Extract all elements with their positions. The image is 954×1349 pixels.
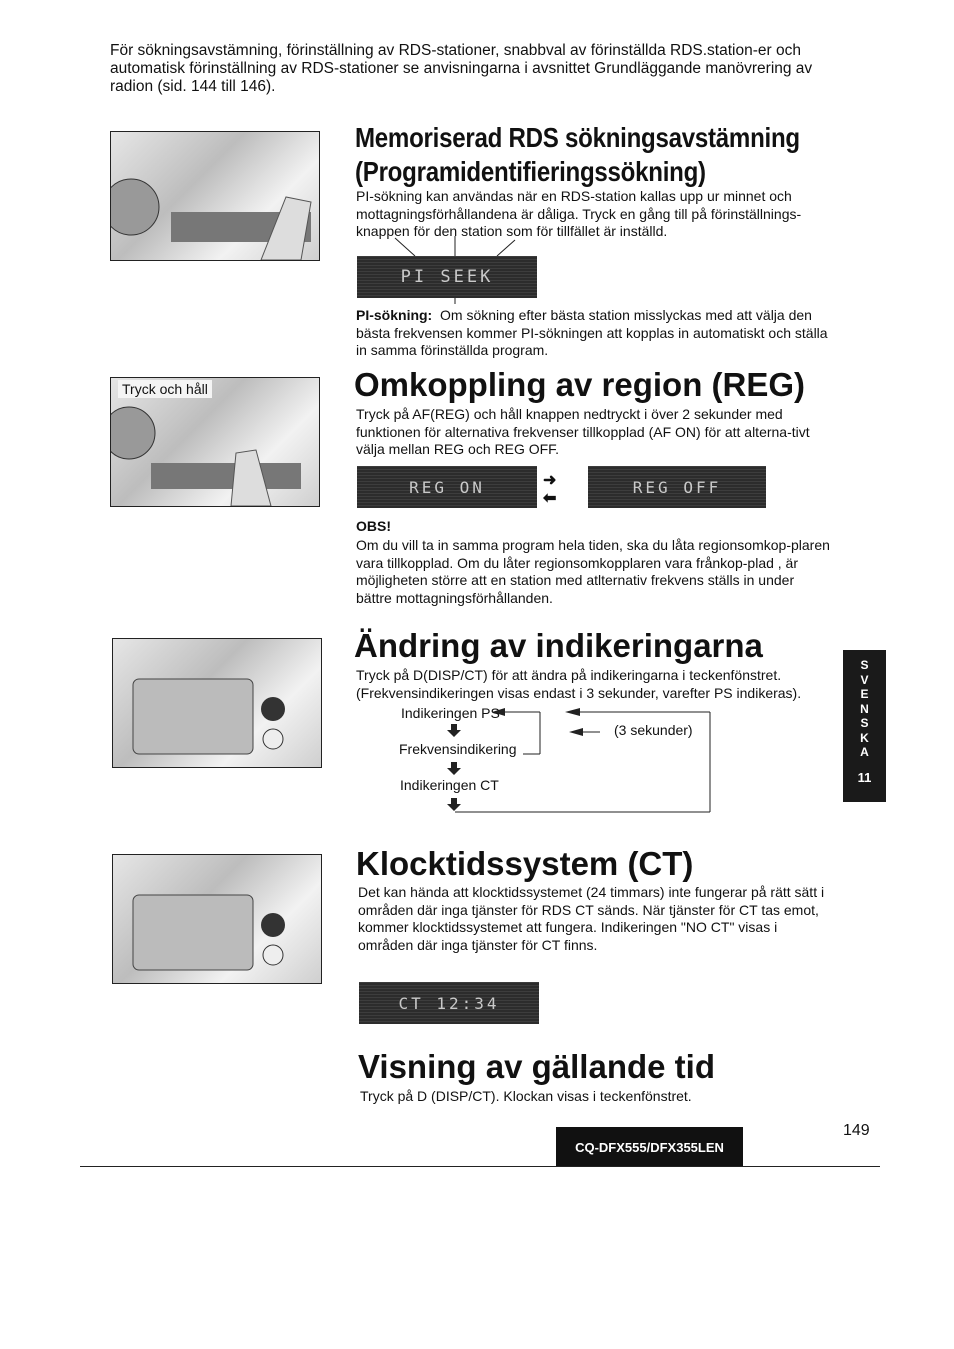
- side-tab-letter: V: [860, 672, 869, 687]
- obs-label: OBS!: [356, 518, 391, 534]
- side-tab-letter: E: [860, 687, 869, 701]
- radio-display-illustration: [113, 855, 321, 983]
- left-arrow-icon: ⬅: [543, 490, 557, 507]
- radio-photo-ct-button: [112, 854, 322, 984]
- reg-on-display: REG ON: [357, 466, 537, 508]
- page-number: 149: [843, 1122, 870, 1139]
- right-arrow-icon: ➜: [543, 472, 557, 489]
- time-body: Tryck på D (DISP/CT). Klockan visas i teckenfönstret.: [360, 1088, 692, 1104]
- side-tab-letter: A: [860, 745, 869, 759]
- reg-body: Tryck på AF(REG) och håll knappen nedtryckt i över 2 sekunder med funktionen för alternativa frekvenser tillkopplad (AF ON) för att alterna-tivt välja mellan REG och REG OFF.: [356, 406, 810, 457]
- language-side-tab: [843, 650, 886, 802]
- side-tab-letter: K: [860, 730, 869, 745]
- ct-body: Det kan hända att klocktidssystemet (24 timmars) inte fungerar på rätt sätt i områden där inga tjänster för RDS CT sänds. När tjänster för CT tas emot, kommer klocktidssystemet att fungera. Indikeringen "NO CT" visas i områden där inga tjänster för CT finns.: [358, 884, 825, 953]
- press-and-hold-label: Tryck och håll: [118, 380, 212, 398]
- radio-photo-disp-button: [112, 638, 322, 768]
- side-tab-letter: N: [860, 701, 869, 716]
- flow-frequency: Frekvensindikering: [399, 741, 517, 757]
- intro-paragraph: För sökningsavstämning, förinställning av RDS-stationer, snabbval av förinställda RDS.station-er och automatisk förinställning av RDS-stationer se anvisningarna i avsnittet Grundläggande manövrering av radion (sid. 144 till 146).: [110, 42, 813, 95]
- pi-note-text: Om sökning efter bästa station misslyckas med att välja den bästa frekvensen kommer PI-sökningen att kopplas in automatiskt och ställa in samma förinställda program.: [356, 307, 828, 358]
- side-tab-letter: S: [860, 716, 869, 730]
- ct-display: CT 12:34: [359, 982, 539, 1024]
- flow-ct: Indikeringen CT: [400, 777, 499, 793]
- flow-ps: Indikeringen PS: [401, 705, 500, 721]
- footer-rule: [80, 1166, 880, 1167]
- pi-body: PI-sökning kan användas när en RDS-station kallas upp ur minnet och mottagningsförhållandena är dåliga. Tryck en gång till på förinställnings-knappen för den station som för tillfället är inställd.: [356, 188, 802, 239]
- pi-seek-display: PI SEEK: [357, 256, 537, 298]
- pi-heading-line2: (Programidentifieringssökning): [355, 156, 706, 187]
- pi-heading-line1: Memoriserad RDS sökningsavstämning: [355, 122, 800, 153]
- radio-faceplate-illustration: [111, 132, 319, 260]
- disp-body: Tryck på D(DISP/CT) för att ändra på indikeringarna i teckenfönstret. (Frekvensindikeringen visas endast i 3 sekunder, varefter PS indikeras).: [356, 667, 802, 701]
- ct-heading: Klocktidssystem (CT): [356, 845, 694, 882]
- radio-display-illustration: [113, 639, 321, 767]
- time-heading: Visning av gällande tid: [358, 1048, 715, 1085]
- side-tab-letter: S: [860, 658, 869, 672]
- flow-3-seconds: (3 sekunder): [614, 722, 693, 738]
- pi-note-label: PI-sökning:: [356, 307, 433, 323]
- model-number-bar: CQ-DFX555/DFX355LEN: [556, 1127, 743, 1167]
- disp-heading: Ändring av indikeringarna: [354, 627, 763, 664]
- reg-off-display: REG OFF: [588, 466, 766, 508]
- radio-photo-preset-button: [110, 131, 320, 261]
- obs-text: Om du vill ta in samma program hela tiden, ska du låta regionsomkop-plaren vara tillkopplad. Om du låter regionsomkopplaren vara frånkop-plad , är möjligheten större att en station med atlternativ frekvens ställs in under bättre mottagningsförhållanden.: [356, 537, 830, 606]
- side-tab-number: 11: [857, 769, 872, 785]
- reg-heading: Omkoppling av region (REG): [354, 366, 806, 403]
